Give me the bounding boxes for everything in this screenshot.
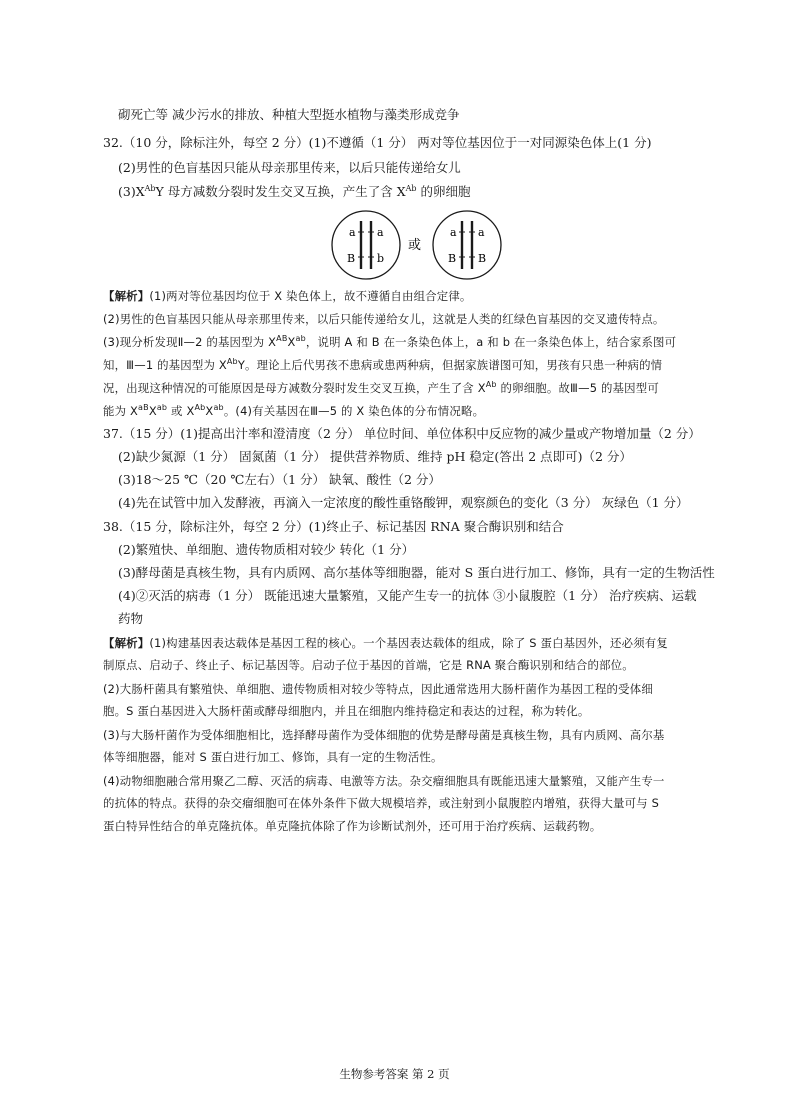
question-37-heading: 37.（15 分）(1)提高出汁率和澄清度（2 分） 单位时间、单位体积中反应物的减少量或产物增加量（2 分） xyxy=(103,426,701,441)
answer-line: (3)18～25 ℃（20 ℃左右）（1 分） 缺氧、酸性（2 分） xyxy=(118,472,441,487)
analysis-line: 的抗体的特点。获得的杂交瘤细胞可在体外条件下做大规模培养，或注射到小鼠腹腔内增殖，获得大量可与 S xyxy=(103,796,660,810)
analysis-line: 制原点、启动子、终止子、标记基因等。启动子位于基因的首端，它是 RNA 聚合酶识别和结合的部位。 xyxy=(103,658,634,672)
page-footer: 生物参考答案 第 2 页 xyxy=(339,1067,450,1081)
analysis-line: 体等细胞器，能对 S 蛋白进行加工、修饰，具有一定的生物活性。 xyxy=(103,750,443,764)
answer-line: $(3)X^{Ab}Y$ 母方减数分裂时发生交叉互换，产生了含 $X^{Ab}$ 的卵细胞 xyxy=(118,183,471,199)
analysis-line: (3)现分析发现Ⅱ—2 的基因型为 $X^{AB}X^{ab}$，说明 A 和 B 在一条染色体上，a 和 b 在一条染色体上，结合家系图可 xyxy=(103,334,677,349)
answer-line: (2)男性的色盲基因只能从母亲那里传来，以后只能传递给女儿 xyxy=(118,160,461,175)
gene-label: B xyxy=(448,252,457,265)
analysis-line: 【解析】(1)构建基因表达载体是基因工程的核心。一个基因表达载体的组成，除了 S 蛋白基因外，还必须有复 xyxy=(103,636,668,650)
gene-label: B xyxy=(347,252,356,265)
analysis-line: 况，出现这种情况的可能原因是母方减数分裂时发生交叉互换，产生了含 $X^{Ab}$ 的卵细胞。故Ⅲ—5 的基因型可 xyxy=(103,380,659,395)
question-32-heading: 32.（10 分，除标注外，每空 2 分）(1)不遵循（1 分） 两对等位基因位于一对同源染色体上(1 分) xyxy=(103,135,652,150)
answer-line: (4)②灭活的病毒（1 分） 既能迅速大量繁殖，又能产生专一的抗体 ③小鼠腹腔（1 分） 治疗疾病、运载 xyxy=(118,588,697,603)
answer-line: (4)先在试管中加入发酵液，再滴入一定浓度的酸性重铬酸钾，观察颜色的变化（3 分） 灰绿色（1 分） xyxy=(118,495,689,510)
or-connector: 或 xyxy=(408,238,422,253)
analysis-line: 【解析】(1)两对等位基因均位于 X 染色体上，故不遵循自由组合定律。 xyxy=(103,289,472,303)
analysis-line: (2)大肠杆菌具有繁殖快、单细胞、遗传物质相对较少等特点，因此通常选用大肠杆菌作为基因工程的受体细 xyxy=(103,682,653,696)
answer-line: 砌死亡等 减少污水的排放、种植大型挺水植物与藻类形成竞争 xyxy=(118,107,460,122)
gene-label: b xyxy=(377,252,385,265)
chromosome-diagram xyxy=(330,205,505,285)
gene-label: a xyxy=(349,226,356,239)
analysis-line: 胞。S 蛋白基因进入大肠杆菌或酵母细胞内，并且在细胞内维持稳定和表达的过程，称为转化。 xyxy=(103,704,590,718)
answer-line: (2)缺少氮源（1 分） 固氮菌（1 分） 提供营养物质、维持 pH 稳定(答出 2 点即可)（2 分） xyxy=(118,449,632,464)
analysis-line: (3)与大肠杆菌作为受体细胞相比，选择酵母菌作为受体细胞的优势是酵母菌是真核生物，具有内质网、高尔基 xyxy=(103,728,665,742)
analysis-line: (4)动物细胞融合常用聚乙二醇、灭活的病毒、电激等方法。杂交瘤细胞具有既能迅速大量繁殖，又能产生专一 xyxy=(103,774,665,788)
analysis-line: 能为 $X^{aB}X^{ab}$ 或 $X^{Ab}X^{ab}$。(4)有关基因在Ⅲ—5 的 X 染色体的分布情况略。 xyxy=(103,403,485,418)
analysis-line: 蛋白特异性结合的单克隆抗体。单克隆抗体除了作为诊断试剂外，还可用于治疗疾病、运载药物。 xyxy=(103,819,602,833)
answer-line: 药物 xyxy=(118,611,144,626)
analysis-line: (2)男性的色盲基因只能从母亲那里传来，以后只能传递给女儿，这就是人类的红绿色盲基因的交叉遗传特点。 xyxy=(103,312,665,326)
right-cell-circle xyxy=(433,211,501,279)
gene-label: a xyxy=(377,226,384,239)
answer-line: (2)繁殖快、单细胞、遗传物质相对较少 转化（1 分） xyxy=(118,542,415,557)
analysis-label: 【解析】 xyxy=(103,289,150,303)
analysis-label: 【解析】 xyxy=(103,636,150,650)
answer-line: (3)酵母菌是真核生物，具有内质网、高尔基体等细胞器，能对 S 蛋白进行加工、修饰，具有一定的生物活性 xyxy=(118,565,715,580)
gene-label: a xyxy=(478,226,485,239)
question-38-heading: 38.（15 分，除标注外，每空 2 分）(1)终止子、标记基因 RNA 聚合酶识别和结合 xyxy=(103,519,564,534)
left-cell-circle xyxy=(332,211,400,279)
gene-label: B xyxy=(478,252,487,265)
gene-label: a xyxy=(450,226,457,239)
analysis-line: 知，Ⅲ—1 的基因型为 $X^{Ab}Y$。理论上后代男孩不患病或患两种病，但据家族谱图可知，男孩有只患一种病的情 xyxy=(103,357,663,372)
